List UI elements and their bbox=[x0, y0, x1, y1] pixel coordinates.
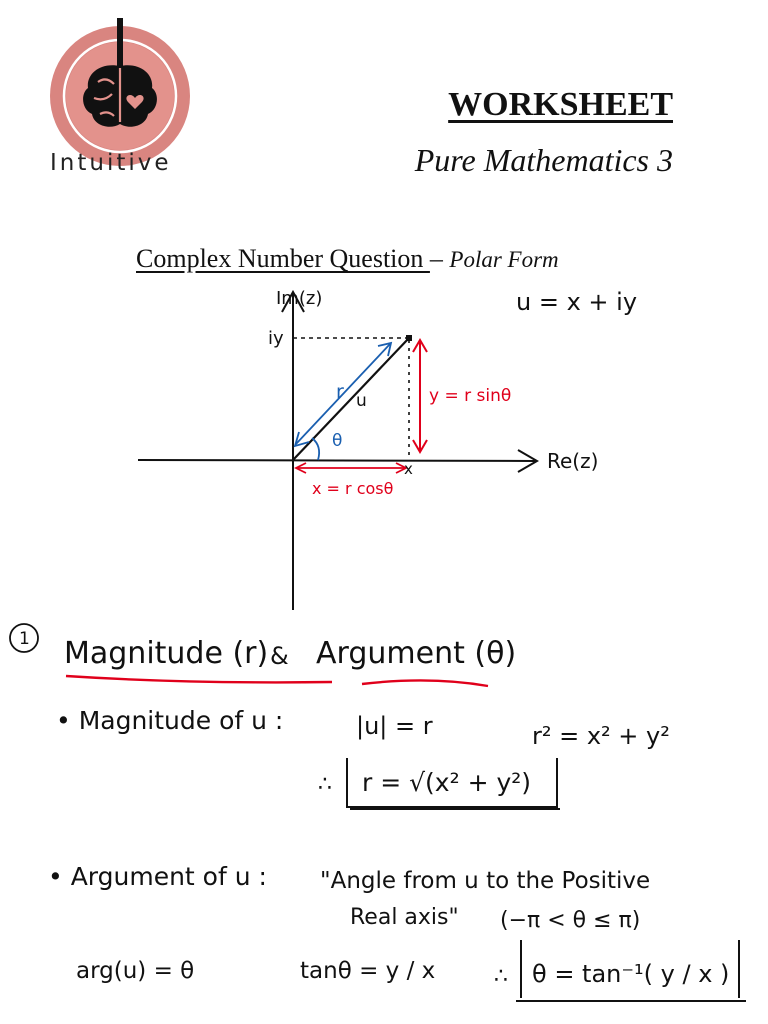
theta-label: θ bbox=[332, 431, 343, 451]
section-number-circle bbox=[6, 620, 42, 656]
question-dash: – bbox=[429, 244, 443, 273]
iy-label: iy bbox=[268, 328, 284, 349]
magnitude-equation: |u| = r bbox=[356, 712, 433, 740]
heading-argument: Argument (θ) bbox=[316, 636, 517, 671]
real-axis bbox=[138, 460, 535, 461]
section-number: 1 bbox=[19, 629, 30, 649]
magnitude-therefore: ∴ bbox=[318, 772, 332, 797]
heading-magnitude: Magnitude (r) bbox=[64, 636, 269, 671]
argument-therefore: ∴ bbox=[494, 964, 508, 989]
r-label: r bbox=[336, 381, 344, 403]
vector-u bbox=[293, 338, 409, 460]
magnitude-result: r = √(x² + y²) bbox=[362, 768, 532, 797]
argument-bullet: • Argument of u : bbox=[48, 862, 267, 891]
arg-equation: arg(u) = θ bbox=[76, 958, 195, 984]
heading-ampersand: & bbox=[270, 642, 289, 670]
worksheet-subtitle: Pure Mathematics 3 bbox=[414, 142, 673, 178]
worksheet-title: WORKSHEET bbox=[448, 86, 673, 123]
re-axis-label: Re(z) bbox=[547, 449, 599, 473]
im-axis-label: Im(z) bbox=[276, 288, 323, 309]
tan-equation: tanθ = y / x bbox=[300, 958, 436, 984]
argument-quote-line2: Real axis" bbox=[350, 905, 459, 930]
argument-result: θ = tan⁻¹( y / x ) bbox=[532, 960, 730, 988]
question-title: Complex Number Question bbox=[136, 244, 430, 273]
argument-quote-line1: "Angle from u to the Positive bbox=[320, 868, 651, 894]
argument-range: (−π < θ ≤ π) bbox=[500, 908, 641, 933]
pythagoras-equation: r² = x² + y² bbox=[532, 722, 670, 750]
question-topic: Polar Form bbox=[449, 247, 559, 272]
brand-name: Intuitive bbox=[50, 150, 172, 176]
u-label: u bbox=[356, 391, 367, 411]
y-equation: y = r sinθ bbox=[429, 386, 512, 406]
x-equation: x = r cosθ bbox=[312, 479, 394, 498]
pen-icon bbox=[117, 18, 123, 66]
point-u bbox=[406, 335, 412, 341]
u-definition: u = x + iy bbox=[516, 288, 638, 316]
question-heading bbox=[136, 244, 559, 274]
argand-diagram bbox=[0, 280, 768, 620]
magnitude-bullet: • Magnitude of u : bbox=[56, 706, 284, 735]
heading-underline bbox=[60, 670, 500, 694]
x-label: x bbox=[404, 460, 413, 478]
theta-arc bbox=[312, 438, 319, 460]
